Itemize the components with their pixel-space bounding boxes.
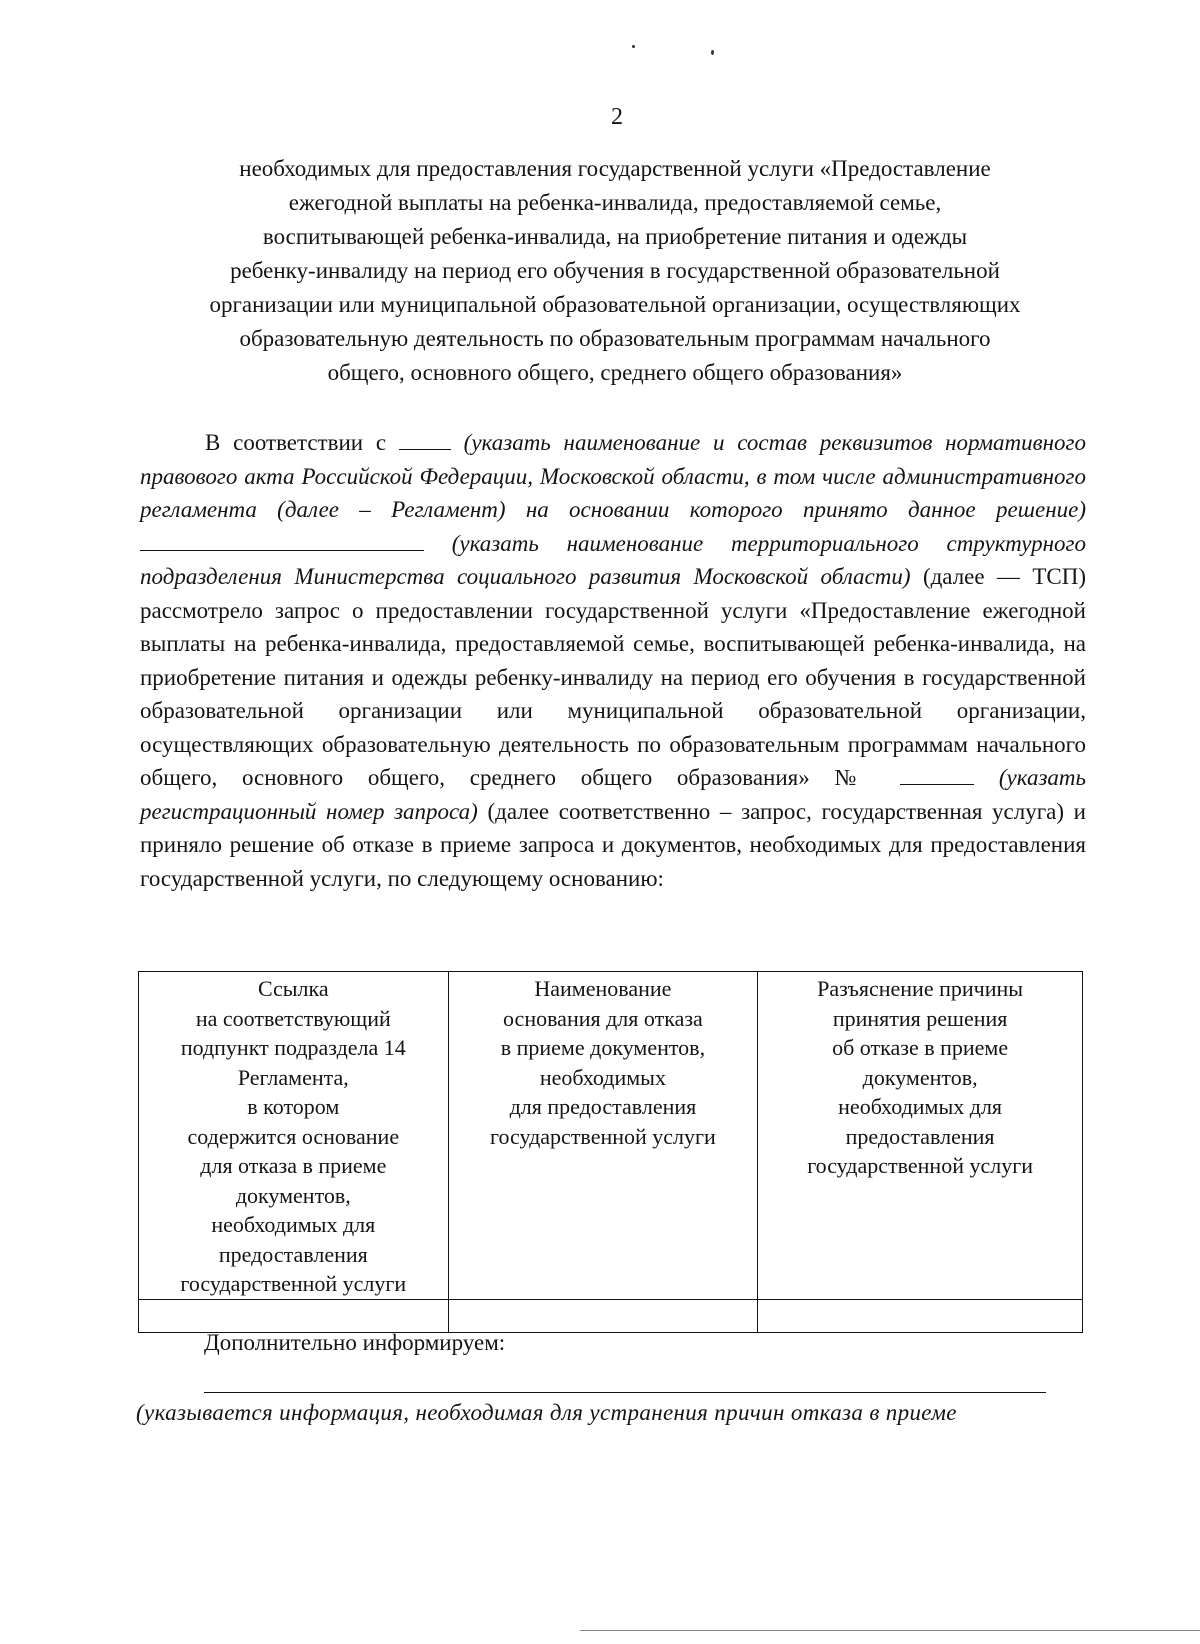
title-line: ежегодной выплаты на ребенка-инвалида, предоставляемой семье, [288,190,942,215]
header-line: для предоставления [509,1094,697,1119]
header-line: об отказе в приеме [832,1035,1009,1060]
number-blank-line [900,764,974,785]
header-line: предоставления [845,1123,995,1149]
header-line: в котором [247,1094,340,1119]
body-text-1: (далее — ТСП) рассмотрело запрос о предоставлении государственной услуги «Предоставление ежегодной выплаты на ребенка-инвалида, предоставляемой семье, воспитывающей ребенка-инвалида, на приобретение питания и одежды ребенку-инвалиду на период его обучения в государственной образовательной организации или муниципальной образовательной организации, осуществляющих образовательную деятельность по образовательным программам начального общего, основного общего, среднего общего образования» № [140,564,1087,790]
scan-edge-line [580,1630,1200,1631]
header-line: принятия решения [832,1005,1008,1031]
header-line: документов, [235,1182,351,1208]
hint-act: (указать наименование и состав реквизитов нормативного правового акта Российской Федерации, Московской области, в том числе административного регламента (далее – Регламент) на основании которого принято данное решение) [140,430,1087,522]
intro-text: В соответствии с [205,430,387,455]
header-line: государственной услуги [807,1153,1034,1178]
header-line: Наименование [534,976,672,1001]
page-number: 2 [611,104,623,130]
title-line: общего, основного общего, среднего общего образования» [327,360,903,385]
header-cell-reference [139,972,449,1300]
header-line: документов, [862,1064,978,1090]
body-paragraph [140,426,1086,895]
act-blank-line [399,429,451,450]
header-line: предоставления [218,1241,368,1267]
header-line: основания для отказа [503,1005,703,1031]
header-line: Ссылка [258,976,329,1001]
header-line: на соответствующий [195,1005,391,1031]
extra-info-label: Дополнительно информируем: [204,1330,506,1355]
table-cell [139,1299,449,1332]
header-cell-explanation [758,972,1083,1300]
header-line: Регламента, [237,1064,349,1090]
header-line: необходимых [539,1064,666,1090]
refusal-table [138,971,1083,1333]
scan-speck [632,45,635,48]
title-line: организации или муниципальной образовательной организации, осуществляющих [209,292,1021,317]
header-line: для отказа в приеме [200,1153,387,1178]
title-line: воспитывающей ребенка-инвалида, на приобретение питания и одежды [262,224,968,249]
header-line: подпункт подраздела 14 [180,1035,406,1060]
table-cell [448,1299,758,1332]
header-line: в приеме документов, [500,1035,706,1060]
table-cell [758,1299,1083,1332]
paragraph [140,426,1086,895]
title-line: образовательную деятельность по образовательным программам начального [239,326,991,351]
header-line: Разъяснение причины [817,976,1024,1001]
extra-info-note: (указывается информация, необходимая для устранения причин отказа в приеме [136,1400,957,1425]
body-text-2: (далее соответственно – запрос, государственная услуга) и приняло решение об отказе в приеме запроса и документов, необходимых для предоставления государственной услуги, по следующему основанию: [140,798,1086,891]
header-line: государственной услуги [180,1271,407,1296]
header-line: необходимых для [211,1212,376,1237]
header-line: государственной услуги [489,1123,716,1149]
header-line: необходимых для [838,1094,1003,1119]
extra-info-blank-line [204,1392,1046,1393]
scan-speck [711,50,714,55]
hint-number: (указать регистрационный номер запроса) [140,765,1086,824]
document-title [140,152,1090,390]
tsp-blank-line [140,530,424,551]
hint-tsp: (указать наименование территориального структурного подразделения Министерства социального развития Московской области) [140,530,1086,589]
title-line: необходимых для предоставления государственной услуги «Предоставление [239,156,991,181]
table-header-row [139,972,1083,1300]
header-line: содержится основание [187,1123,400,1149]
table-row [139,1299,1083,1332]
title-line: ребенку-инвалиду на период его обучения в государственной образовательной [230,258,1000,283]
header-cell-reason [448,972,758,1300]
